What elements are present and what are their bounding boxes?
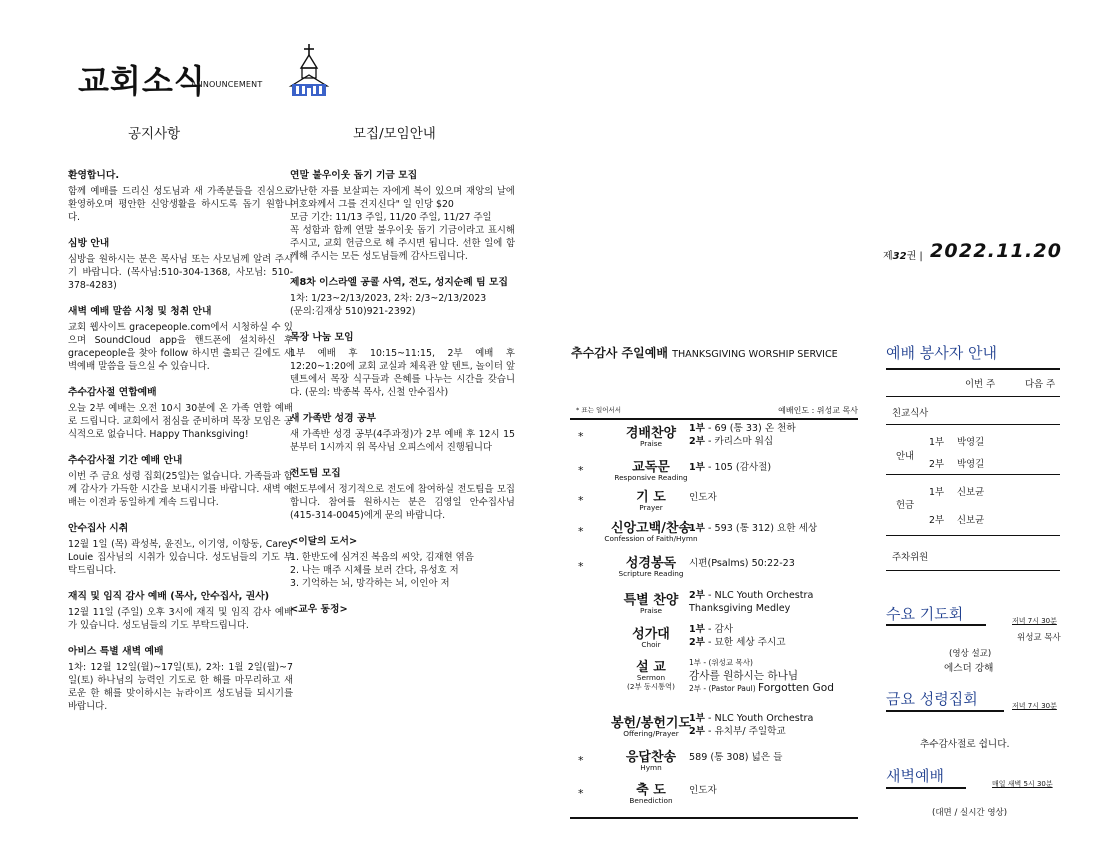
worship-item-detail	[689, 713, 813, 738]
worship-top-rule	[570, 418, 858, 420]
announcement-body: 1. 한반도에 심겨진 복음의 씨앗, 김재현 엮음 2. 나는 매주 시체를 보러 간다, 유성호 저 3. 기억하는 뇌, 망각하는 뇌, 이인아 저	[290, 552, 474, 589]
announcement-body: 12월 11일 (주일) 오후 3시에 재직 및 임직 감사 예배가 있습니다. 성도님들의 기도 부탁드립니다.	[68, 607, 293, 631]
announcement-item	[68, 645, 293, 713]
worship-item-subtitle: Confession of Faith/Hymn	[604, 534, 698, 543]
announcement-body: 전도부에서 정기적으로 전도에 참여하실 전도팀을 모집합니다. 참여를 원하시는 분은 김영일 안수집사님 (415-314-0045)에게 문의 바랍니다.	[290, 484, 515, 521]
detail-part: 2부	[689, 435, 705, 447]
wednesday-rule	[886, 624, 986, 626]
wednesday-time: 저녁 7시 30분	[1012, 617, 1057, 625]
worship-item-detail	[689, 462, 771, 475]
church-icon	[287, 42, 331, 102]
announcement-title: <교우 동정>	[290, 604, 348, 615]
friday-title: 금요 성령집회	[886, 690, 978, 708]
usher-part: 2부	[929, 459, 945, 470]
notice-column	[68, 169, 293, 726]
detail-part: 2부	[689, 725, 705, 737]
announcement-item	[68, 169, 293, 224]
detail-text: 감사를 원하시는 하나님	[689, 669, 799, 682]
worship-item-detail	[689, 785, 717, 798]
worship-item-subtitle: Benediction	[629, 796, 673, 805]
offering-name: 신보균	[957, 515, 985, 526]
detail-line	[689, 670, 834, 683]
announcement-title: 새 가족반 성경 공부	[290, 413, 376, 424]
usher-name: 박영길	[957, 437, 985, 448]
detail-text: - 묘한 세상 주시고	[704, 636, 786, 648]
worship-item-detail	[689, 752, 782, 765]
worship-item-title: 교독문	[632, 460, 670, 475]
dawn-title: 새벽예배	[886, 767, 944, 785]
detail-text: 1부 - (위성교 목사)	[689, 658, 753, 667]
detail-part: 1부	[689, 423, 705, 434]
detail-line	[689, 713, 813, 726]
standing-mark: *	[578, 430, 584, 443]
standing-mark: *	[578, 464, 584, 477]
parking-label: 주차위원	[892, 552, 929, 563]
worship-item-detail	[689, 657, 834, 696]
offering-part: 2부	[929, 515, 945, 526]
announcement-item	[290, 603, 515, 616]
worship-item-title: 성경봉독	[625, 556, 677, 571]
offering-part: 1부	[929, 487, 945, 498]
worship-item-detail	[689, 492, 717, 505]
standing-note: * 표는 일어서서	[576, 406, 622, 414]
page-title: 교회소식	[78, 62, 206, 100]
announcement-body: 1부 예배 후 10:15~11:15, 2부 예배 후 12:20~1:20에 교회 교실과 체육관 앞 텐트, 놀이터 앞 텐트에서 목장 식구들과 은혜를 나누는 시간을 갖습니다. (문의: 박종복 목사, 신철 안수집사)	[290, 348, 515, 398]
worship-item-title: 봉헌/봉헌기도	[610, 716, 692, 731]
servants-divider	[886, 535, 1060, 536]
detail-part: 1부	[689, 624, 705, 635]
announcement-item	[290, 331, 515, 399]
wednesday-topic: 에스더 강해	[944, 663, 994, 674]
standing-mark: *	[578, 525, 584, 538]
detail-line	[689, 624, 786, 637]
announcement-item	[68, 522, 293, 577]
worship-item-detail	[689, 423, 796, 448]
announcement-item	[68, 305, 293, 373]
detail-part: 2부	[689, 636, 705, 648]
detail-part: 1부	[689, 523, 705, 534]
dawn-note: (대면 / 실시간 영상)	[932, 808, 1008, 818]
announcement-body: 이번 주 금요 성령 집회(25일)는 없습니다. 가족들과 함께 감사가 가득한 시간을 보내시기를 바랍니다. 새벽 예배는 이전과 동일하게 계속 드립니다.	[68, 471, 293, 508]
detail-text: - NLC Youth Orchestra	[704, 713, 814, 724]
detail-line	[689, 682, 834, 696]
worship-item-subtitle: Scripture Reading	[618, 569, 684, 578]
servants-divider	[886, 396, 1060, 397]
announcement-item	[290, 535, 515, 590]
offering-name: 신보균	[957, 487, 985, 498]
worship-item-title: 경배찬양	[625, 426, 677, 441]
worship-item-title: 축 도	[636, 783, 666, 798]
announcement-title: 추수감사절 연합예배	[68, 387, 157, 398]
detail-text: Thanksgiving Medley	[689, 602, 791, 614]
detail-text: - 카리스마 워십	[704, 435, 774, 447]
usher-part: 1부	[929, 437, 945, 448]
wednesday-note: (영상 설교)	[949, 649, 992, 659]
detail-line	[689, 752, 782, 765]
wednesday-leader: 위성교 목사	[1017, 633, 1061, 643]
detail-line	[689, 637, 786, 650]
worship-item-detail	[689, 523, 817, 536]
announcement-body: 가난한 자를 보살피는 자에게 복이 있으며 재앙의 날에 여호와께서 그를 건지신다" 일 인당 $20 모금 기간: 11/13 주일, 11/20 주일, 11/27 주일 꼭 성함과 함께 연말 불우이웃 돕기 기금이라고 표시해 주시고, 교회 헌금으로 해 주시면 됩니다. 선한 일에 함께해 주시는 모든 성도님들께 감사드립니다.	[290, 186, 515, 262]
worship-item-subtitle: Offering/Prayer	[623, 729, 679, 738]
volume-label: 제32권 |	[883, 251, 923, 262]
detail-text: - 105 (감사절)	[704, 462, 772, 473]
servants-rule	[886, 368, 1060, 370]
announcement-title: 안수집사 시취	[68, 523, 129, 534]
worship-item-detail	[689, 590, 813, 615]
worship-item-title: 기 도	[636, 490, 666, 505]
announcement-title: 추수감사절 기간 예배 안내	[68, 455, 183, 466]
detail-line	[689, 436, 796, 449]
detail-line	[689, 785, 717, 798]
usher-label: 안내	[896, 451, 915, 462]
announcement-body: 1차: 1/23~2/13/2023, 2차: 2/3~2/13/2023 (문의:김재상 510)921-2392)	[290, 293, 487, 317]
detail-text: 시편(Psalms) 50:22-23	[689, 558, 795, 569]
worship-item-note: (2부 동시통역)	[627, 682, 675, 691]
worship-item-title: 신앙고백/찬송	[610, 521, 692, 536]
announcement-title: 전도팀 모집	[290, 468, 341, 479]
announcement-item	[68, 386, 293, 441]
friday-time: 저녁 7시 30분	[1012, 702, 1057, 710]
announcement-title: 환영합니다.	[68, 170, 120, 181]
wednesday-title: 수요 기도회	[886, 605, 964, 623]
dawn-time: 매일 새벽 5시 30분	[992, 780, 1053, 788]
worship-item-title: 설 교	[636, 660, 666, 675]
detail-line	[689, 423, 796, 436]
usher-name: 박영길	[957, 459, 985, 470]
bulletin-date: 2022.11.20	[930, 240, 1063, 262]
this-week-header: 이번 주	[965, 379, 996, 390]
detail-part: 1부	[689, 462, 705, 473]
announcement-body: 오늘 2부 예배는 오전 10시 30분에 온 가족 연합 예배로 드립니다. 교회에서 점심을 준비하며 목장 모임은 공식적으로 없습니다. Happy Thanksgiving!	[68, 403, 293, 440]
worship-item-subtitle: Sermon	[636, 673, 666, 682]
detail-text: - 69 (통 33) 온 천하	[704, 423, 796, 434]
detail-text: - 593 (통 312) 요한 세상	[704, 523, 818, 534]
detail-line	[689, 726, 813, 739]
detail-line	[689, 492, 717, 505]
detail-text: 589 (통 308) 넓은 들	[689, 752, 783, 763]
worship-item-detail	[689, 624, 786, 649]
detail-line	[689, 603, 813, 616]
detail-text: - 유치부/ 주일학교	[704, 725, 786, 737]
worship-item-subtitle: Praise	[639, 606, 663, 615]
servants-divider	[886, 424, 1060, 425]
standing-mark: *	[578, 787, 584, 800]
worship-item-title: 성가대	[632, 627, 670, 642]
standing-mark: *	[578, 560, 584, 573]
announcement-item	[290, 467, 515, 522]
worship-item-subtitle: Choir	[641, 640, 661, 649]
announcement-item	[68, 590, 293, 632]
detail-line	[689, 590, 813, 603]
friday-note: 추수감사절로 쉽니다.	[920, 739, 1010, 750]
announcement-body: 함께 예배를 드리신 성도님과 새 가족분들을 진심으로 환영하오며 평안한 신앙생활을 하시도록 돕기 원합니다.	[68, 186, 293, 223]
fellowship-label: 친교식사	[892, 408, 929, 419]
dawn-rule	[886, 787, 966, 789]
worship-item-subtitle: Responsive Reading	[614, 473, 688, 482]
detail-text: - NLC Youth Orchestra	[704, 590, 814, 601]
detail-text: - 감사	[704, 624, 734, 635]
worship-bottom-rule	[570, 817, 858, 819]
detail-text: Forgotten God	[758, 682, 834, 694]
worship-item-title: 응답찬송	[625, 750, 677, 765]
standing-mark: *	[578, 754, 584, 767]
announcement-item	[290, 276, 515, 318]
page-subtitle: ANNOUNCEMENT	[191, 80, 263, 89]
announcement-title: 연말 불우이웃 돕기 기금 모집	[290, 170, 418, 181]
worship-item-title: 특별 찬양	[623, 593, 679, 608]
left-column-heading: 공지사항	[128, 126, 181, 142]
detail-text: 인도자	[689, 785, 717, 796]
recruit-column	[290, 169, 515, 629]
detail-part: 1부	[689, 713, 705, 724]
announcement-body: 1차: 12월 12일(월)~17일(토), 2차: 1월 2일(월)~7일(토) 하나님의 능력인 기도로 한 해를 마무리하고 새로운 한 해를 맞이하시는 뉴라이프 성도님들 되시기를 바랍니다.	[68, 662, 293, 712]
announcement-item	[290, 412, 515, 454]
announcement-body: 심방을 원하시는 분은 목사님 또는 사모님께 알려 주시기 바랍니다. (목사님:510-304-1368, 사모님: 510-378-4283)	[68, 254, 293, 291]
announcement-item	[290, 169, 515, 263]
servants-divider	[886, 570, 1060, 571]
standing-mark: *	[578, 494, 584, 507]
announcement-item	[68, 237, 293, 292]
right-column-heading: 모집/모임안내	[353, 126, 436, 142]
next-week-header: 다음 주	[1025, 379, 1056, 390]
worship-item-subtitle: Praise	[639, 439, 663, 448]
detail-text: 2부 - (Pastor Paul)	[689, 684, 759, 693]
announcement-body: 새 가족반 성경 공부(4주과정)가 2부 예배 후 12시 15분부터 1시까지 위 목사님 오피스에서 진행됩니다	[290, 429, 515, 453]
worship-leader: 예배인도 : 위성교 목사	[778, 406, 858, 415]
announcement-item	[68, 454, 293, 509]
detail-text: 인도자	[689, 492, 717, 503]
announcement-body: 교회 웹사이트 gracepeople.com에서 시청하실 수 있으며 SoundCloud app을 핸드폰에 설치하신 후 gracepeople을 찾아 follow 하시면 출퇴근 길에도 새벽예배 말씀을 들으실 수 있습니다.	[68, 322, 293, 372]
offering-label: 헌금	[896, 500, 915, 511]
detail-line	[689, 462, 771, 475]
announcement-body: 12월 1일 (목) 곽성복, 윤진노, 이기영, 이항동, Carey Louie 집사님의 시취가 있습니다. 성도님들의 기도 부탁드립니다.	[68, 539, 293, 576]
announcement-title: 재직 및 임직 감사 예배 (목사, 안수집사, 권사)	[68, 591, 270, 602]
worship-title: 추수감사 주일예배 THANKSGIVING WORSHIP SERVICE	[571, 346, 838, 360]
worship-item-subtitle: Prayer	[639, 503, 663, 512]
detail-line	[689, 523, 817, 536]
announcement-title: 목장 나눔 모임	[290, 332, 354, 343]
announcement-title: 새벽 예배 말씀 시청 및 청취 안내	[68, 306, 212, 317]
announcement-title: 아비스 특별 새벽 예배	[68, 646, 164, 657]
announcement-title: 심방 안내	[68, 238, 110, 249]
servants-title: 예배 봉사자 안내	[886, 344, 997, 362]
worship-item-detail	[689, 558, 795, 571]
servants-divider	[886, 474, 1060, 475]
detail-line	[689, 558, 795, 571]
friday-rule	[886, 710, 1004, 712]
detail-line	[689, 657, 834, 670]
announcement-title: 제8차 이스라엘 공콜 사역, 전도, 성지순례 팀 모집	[290, 277, 508, 288]
announcement-title: <이달의 도서>	[290, 536, 358, 547]
detail-part: 2부	[689, 590, 705, 601]
worship-item-subtitle: Hymn	[640, 763, 662, 772]
